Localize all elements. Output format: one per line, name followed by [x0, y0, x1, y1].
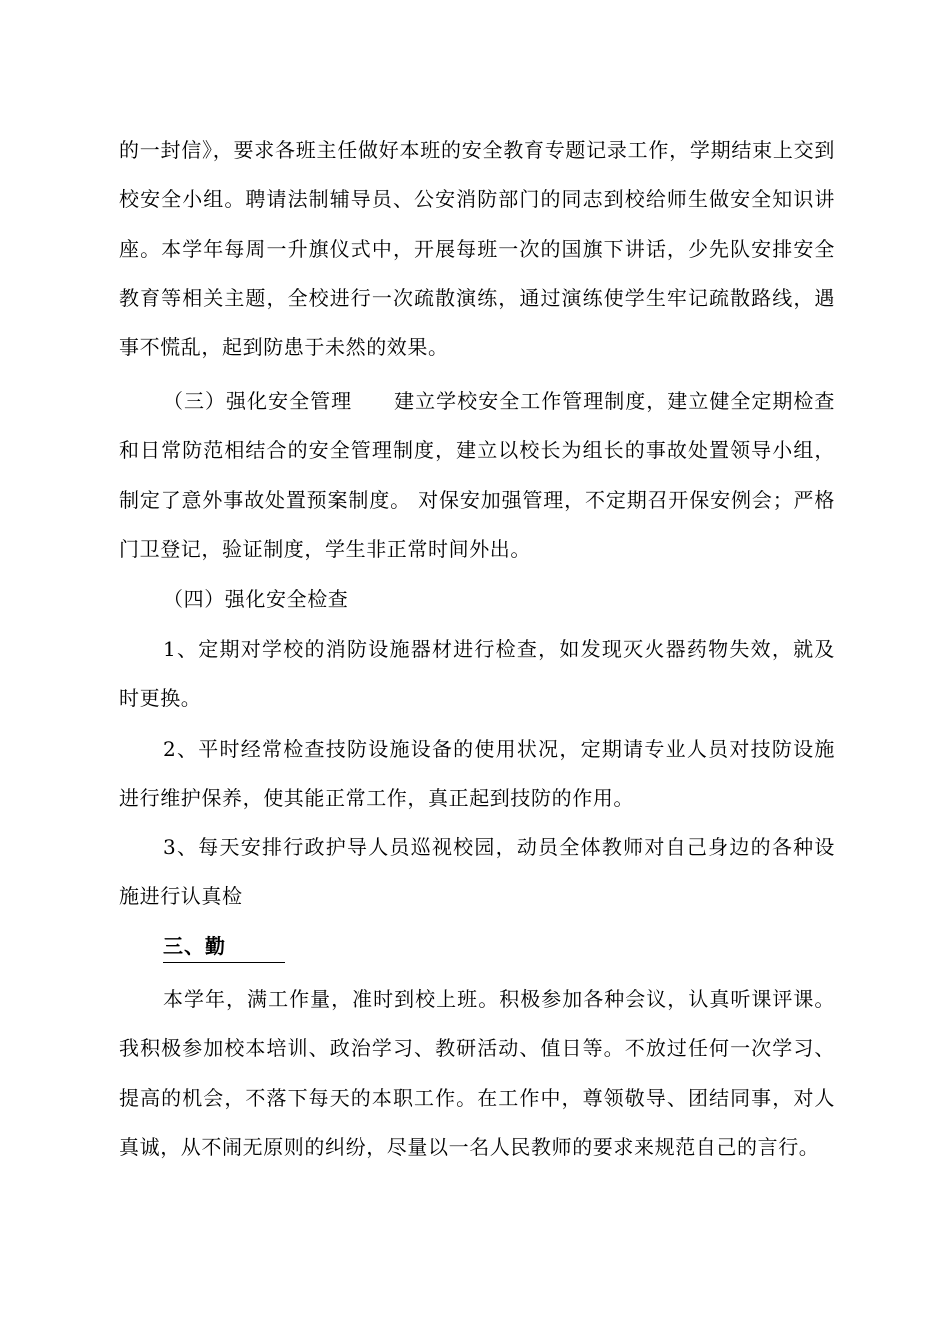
- subheading-safety-inspection: （四）强化安全检查: [163, 587, 349, 611]
- list-item-campus-patrol: 3、每天安排行政护导人员巡视校园，动员全体教师对自己身边的各种设施进行认真检: [119, 835, 835, 909]
- list-item-fire-equipment: 1、定期对学校的消防设施器材进行检查，如发现灭火器药物失效，就及时更换。: [119, 637, 835, 711]
- paragraph-safety-management: （三）强化安全管理 建立学校安全工作管理制度，建立健全定期检查和日常防范相结合的安全管理制度，建立以校长为组长的事故处置领导小组，制定了意外事故处置预案制度。 对保安加强管理，不定期召开保安例会；严格门卫登记，验证制度，学生非正常时间外出。: [119, 389, 835, 561]
- paragraph-diligence: 本学年，满工作量，准时到校上班。积极参加各种会议，认真听课评课。我积极参加校本培训、政治学习、教研活动、值日等。不放过任何一次学习、提高的机会，不落下每天的本职工作。在工作中，尊领敬导、团结同事，对人真诚，从不闹无原则的纠纷，尽量以一名人民教师的要求来规范自己的言行。: [119, 987, 835, 1159]
- paragraph-safety-education: 的一封信》，要求各班主任做好本班的安全教育专题记录工作，学期结束上交到校安全小组。聘请法制辅导员、公安消防部门的同志到校给师生做安全知识讲座。本学年每周一升旗仪式中，开展每班一次的国旗下讲话，少先队安排安全教育等相关主题，全校进行一次疏散演练，通过演练使学生牢记疏散路线，遇事不慌乱，起到防患于未然的效果。: [119, 138, 835, 360]
- section-heading-text: 三、勤: [163, 930, 285, 963]
- list-item-technical-defense: 2、平时经常检查技防设施设备的使用状况，定期请专业人员对技防设施进行维护保养，使其能正常工作，真正起到技防的作用。: [119, 737, 835, 811]
- section-heading-diligence: [163, 930, 285, 963]
